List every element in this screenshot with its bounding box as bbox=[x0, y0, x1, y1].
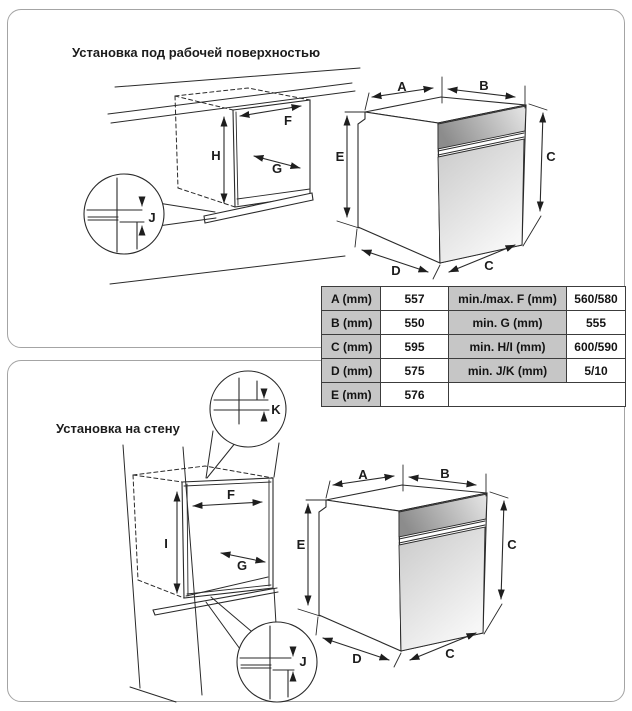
table-cell-a-value: 557 bbox=[381, 287, 449, 311]
oven-side-face bbox=[358, 112, 440, 263]
table-cell-c-value: 595 bbox=[381, 335, 449, 359]
table-cell-f-label: min./max. F (mm) bbox=[449, 287, 567, 311]
table-cell-g-value: 555 bbox=[567, 311, 626, 335]
under-worktop-cabinet-drawing bbox=[84, 68, 360, 284]
table-cell-d-label: D (mm) bbox=[322, 359, 381, 383]
oven-side-face bbox=[319, 500, 401, 651]
table-row-a bbox=[322, 287, 626, 311]
table-cell-g-label: min. G (mm) bbox=[449, 311, 567, 335]
dim-label-e-top: E bbox=[335, 149, 345, 164]
table-cell-hi-label: min. H/I (mm) bbox=[449, 335, 567, 359]
top-gap-detail-callout bbox=[206, 371, 286, 478]
table-cell-jk-value: 5/10 bbox=[567, 359, 626, 383]
table-cell-a-label: A (mm) bbox=[322, 287, 381, 311]
oven-door bbox=[399, 527, 485, 651]
table-row-c bbox=[322, 335, 626, 359]
dim-label-c-bottom-top: C bbox=[484, 258, 494, 273]
dim-label-f-wall: F bbox=[227, 487, 235, 502]
dim-label-j-top: J bbox=[148, 210, 156, 225]
dim-label-k: K bbox=[271, 402, 281, 417]
table-cell-empty bbox=[449, 383, 626, 407]
table-row-d bbox=[322, 359, 626, 383]
dim-label-c-right-bottom: C bbox=[507, 537, 517, 552]
on-wall-cabinet-drawing bbox=[123, 371, 317, 702]
table-row-b bbox=[322, 311, 626, 335]
table-row-e bbox=[322, 383, 626, 407]
table-cell-f-value: 560/580 bbox=[567, 287, 626, 311]
dim-label-h: H bbox=[211, 148, 221, 163]
dim-label-g-top: G bbox=[271, 161, 283, 176]
dim-label-g-wall: G bbox=[236, 558, 248, 573]
dim-label-b-bottom: B bbox=[440, 466, 450, 481]
dim-label-i: I bbox=[164, 536, 168, 551]
table-cell-e-value: 576 bbox=[381, 383, 449, 407]
bottom-gap-detail-callout bbox=[206, 597, 317, 702]
table-cell-jk-label: min. J/K (mm) bbox=[449, 359, 567, 383]
dim-label-a-top: A bbox=[397, 79, 407, 94]
dim-label-j-wall: J bbox=[299, 654, 307, 669]
dim-label-f-top: F bbox=[284, 113, 292, 128]
oven-dimensions-drawing-bottom bbox=[297, 465, 518, 667]
oven-door bbox=[438, 139, 524, 263]
title-under-worktop: Установка под рабочей поверхностью bbox=[72, 45, 321, 60]
cabinet-hidden-edges bbox=[133, 466, 273, 598]
table-cell-c-label: C (mm) bbox=[322, 335, 381, 359]
cabinet-niche bbox=[153, 478, 278, 615]
table-cell-e-label: E (mm) bbox=[322, 383, 381, 407]
dim-label-d-bottom: D bbox=[352, 651, 362, 666]
table-cell-d-value: 575 bbox=[381, 359, 449, 383]
table-cell-hi-value: 600/590 bbox=[567, 335, 626, 359]
dim-label-d-top: D bbox=[391, 263, 401, 278]
dim-label-c-bottom-bottom: C bbox=[445, 646, 455, 661]
table-cell-b-value: 550 bbox=[381, 311, 449, 335]
title-on-wall: Установка на стену bbox=[56, 421, 180, 436]
dimensions-table bbox=[321, 286, 626, 407]
oven-dimensions-drawing-top bbox=[336, 77, 557, 279]
dim-label-e-bottom: E bbox=[296, 537, 306, 552]
dim-label-a-bottom: A bbox=[358, 467, 368, 482]
dim-label-b-top: B bbox=[479, 78, 489, 93]
table-cell-b-label: B (mm) bbox=[322, 311, 381, 335]
dim-label-c-right-top: C bbox=[546, 149, 556, 164]
